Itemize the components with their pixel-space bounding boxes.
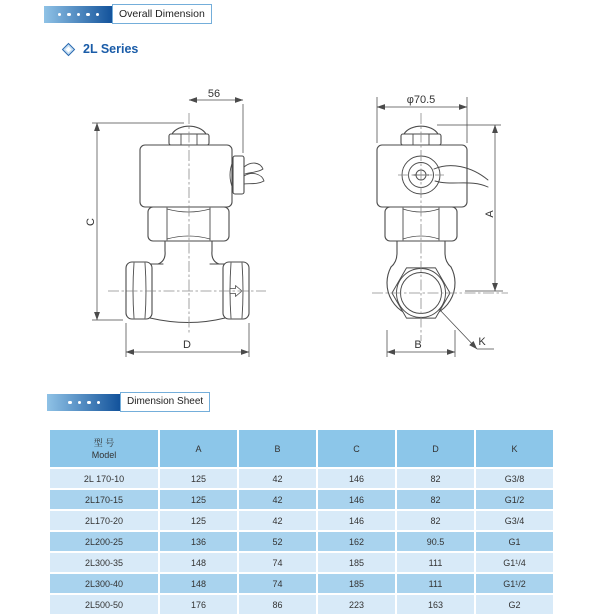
header-col-b: B (238, 429, 317, 468)
side-view-diagram (377, 126, 488, 318)
header-col-k: K (475, 429, 554, 468)
cell-b: 74 (238, 573, 317, 594)
cell-d: 82 (396, 510, 475, 531)
cell-d: 82 (396, 468, 475, 489)
dim-label-diameter: φ70.5 (406, 94, 436, 106)
cell-k: G1¹/4 (475, 552, 554, 573)
bar-dot-icon (78, 401, 82, 405)
header-col-c: C (317, 429, 396, 468)
cell-model: 2L170-15 (49, 489, 159, 510)
front-view-diagram (126, 126, 264, 322)
bar-dot-icon (97, 401, 101, 405)
dimension-sheet-title: Dimension Sheet (120, 392, 210, 412)
cell-k: G3/4 (475, 510, 554, 531)
cell-model: 2L170-20 (49, 510, 159, 531)
bonnet-nut (148, 207, 229, 241)
cell-c: 146 (317, 468, 396, 489)
dim-label-c: C (85, 218, 97, 226)
dim-label-b: B (414, 339, 422, 351)
cell-d: 163 (396, 594, 475, 615)
cell-c: 146 (317, 510, 396, 531)
cell-k: G1 (475, 531, 554, 552)
bar-dot-icon (96, 13, 100, 17)
cell-b: 42 (238, 510, 317, 531)
cell-model: 2L200-25 (49, 531, 159, 552)
dimension-table (48, 428, 555, 616)
header-col-d: D (396, 429, 475, 468)
dimension-sheet-bar (47, 394, 121, 411)
cell-model: 2L 170-10 (49, 468, 159, 489)
dim-label-56: 56 (207, 88, 221, 100)
cell-a: 125 (159, 489, 238, 510)
table-row (49, 573, 554, 594)
cell-b: 74 (238, 552, 317, 573)
cell-model: 2L300-40 (49, 573, 159, 594)
bar-dot-icon (77, 13, 81, 17)
table-row (49, 489, 554, 510)
left-port-hex (126, 262, 152, 319)
cell-k: G1¹/2 (475, 573, 554, 594)
cell-k: G2 (475, 594, 554, 615)
table-header-row (49, 429, 554, 468)
overall-dimension-title: Overall Dimension (112, 4, 212, 24)
cell-b: 42 (238, 489, 317, 510)
k-leader-line (439, 309, 494, 349)
cell-c: 185 (317, 573, 396, 594)
cable-connector (230, 156, 264, 194)
dim-label-k: K (478, 336, 486, 348)
cell-a: 176 (159, 594, 238, 615)
header-col-a: A (159, 429, 238, 468)
bar-dot-icon (87, 401, 91, 405)
cell-k: G3/8 (475, 468, 554, 489)
cell-d: 82 (396, 489, 475, 510)
cell-b: 42 (238, 468, 317, 489)
dim-label-a: A (484, 210, 496, 218)
table-row (49, 552, 554, 573)
cell-a: 148 (159, 552, 238, 573)
cell-d: 90.5 (396, 531, 475, 552)
bar-dot-icon (86, 13, 90, 17)
header-model (49, 429, 159, 468)
bar-dot-icon (58, 13, 62, 17)
cell-c: 162 (317, 531, 396, 552)
cell-b: 52 (238, 531, 317, 552)
diamond-icon (62, 43, 75, 56)
dim-label-d: D (183, 339, 191, 351)
cell-d: 111 (396, 573, 475, 594)
series-title: 2L Series (83, 42, 139, 56)
cell-c: 223 (317, 594, 396, 615)
overall-dimension-bar (44, 6, 113, 23)
cell-d: 111 (396, 552, 475, 573)
valve-neck (158, 241, 219, 264)
header-model-cn: 型 号 (93, 437, 115, 448)
cell-a: 136 (159, 531, 238, 552)
bar-dot-icon (68, 401, 72, 405)
cell-a: 125 (159, 468, 238, 489)
valve-body (150, 264, 225, 323)
series-heading (62, 42, 138, 56)
header-model-en: Model (91, 449, 117, 460)
cell-a: 148 (159, 573, 238, 594)
cell-b: 86 (238, 594, 317, 615)
bar-dot-icon (67, 13, 71, 17)
solenoid-coil (140, 145, 232, 207)
lead-wires (244, 163, 264, 184)
valve-technical-drawing (0, 85, 600, 380)
cell-c: 185 (317, 552, 396, 573)
cell-k: G1/2 (475, 489, 554, 510)
cell-model: 2L500-50 (49, 594, 159, 615)
table-row (49, 510, 554, 531)
right-port-hex (223, 262, 249, 319)
table-row (49, 531, 554, 552)
table-row (49, 594, 554, 615)
cell-a: 125 (159, 510, 238, 531)
cell-c: 146 (317, 489, 396, 510)
cell-model: 2L300-35 (49, 552, 159, 573)
table-row (49, 468, 554, 489)
